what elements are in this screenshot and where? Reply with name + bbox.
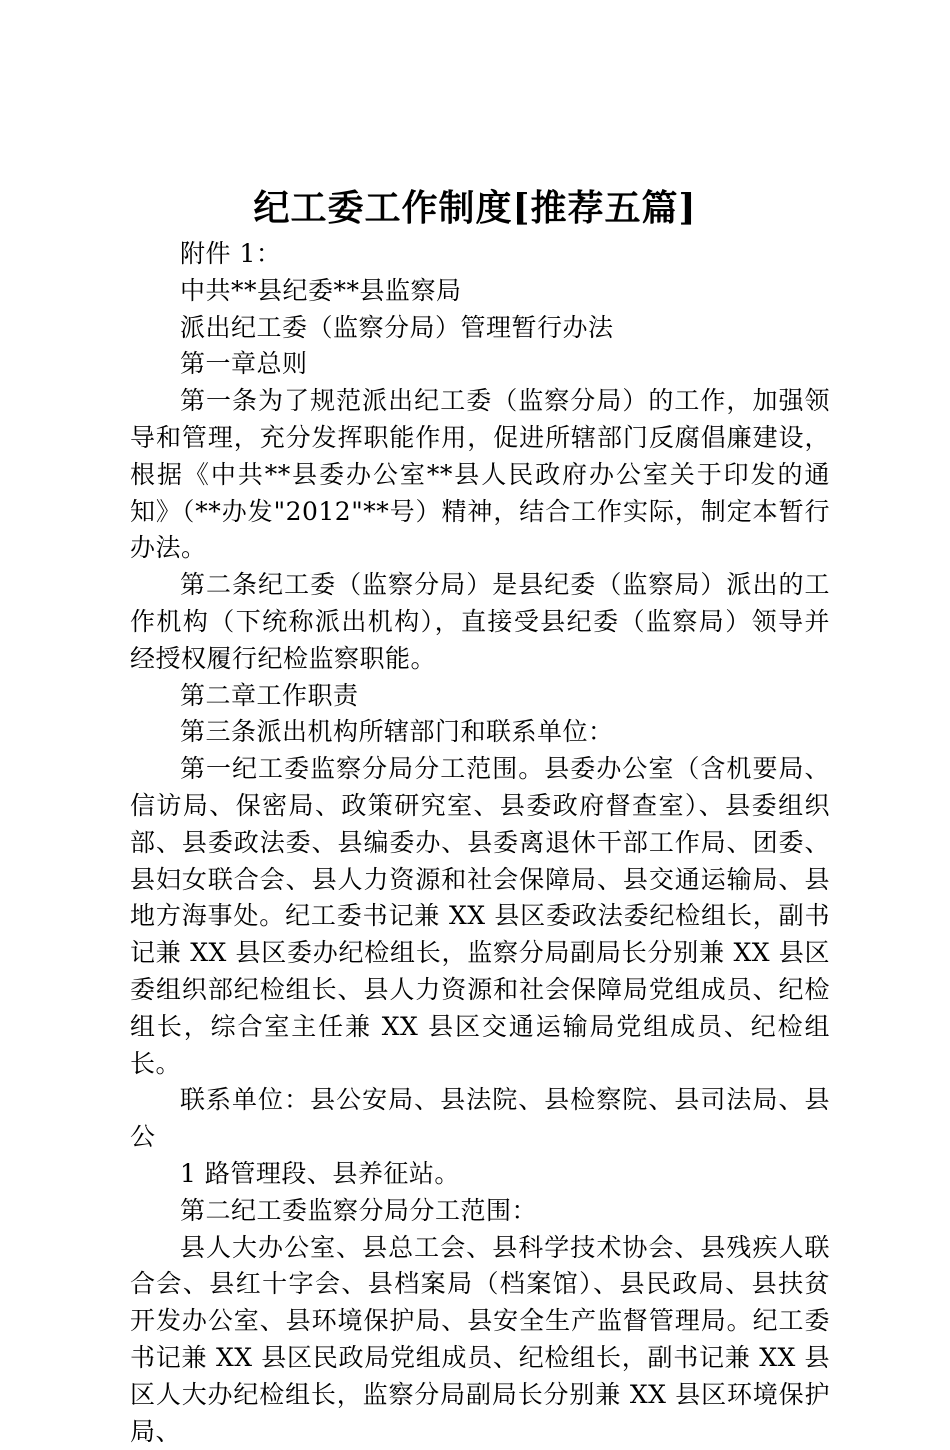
article-paragraph: 第一纪工委监察分局分工范围。县委办公室（含机要局、信访局、保密局、政策研究室、县委政府督查室）、县委组织部、县委政法委、县编委办、县委离退休干部工作局、团委、县妇女联合会、县人力资源和社会保障局、县交通运输局、县地方海事处。纪工委书记兼 XX 县区委政法委纪检组长，副书记兼 XX 县区委办纪检组长，监察分局副局长分别兼 XX 县区委组织部纪检组长、县人力资源和社会保障局党组成员、纪检组长，综合室主任兼 XX 县区交通运输局党组成员、纪检组长。 xyxy=(130,754,830,1078)
article-paragraph: 第一条为了规范派出纪工委（监察分局）的工作，加强领导和管理，充分发挥职能作用，促进所辖部门反腐倡廉建设，根据《中共**县委办公室**县人民政府办公室关于印发的通知》（**办发"2012"**号）精神，结合工作实际，制定本暂行办法。 xyxy=(130,386,830,563)
article-paragraph: 第二条纪工委（监察分局）是县纪委（监察局）派出的工作机构（下统称派出机构），直接受县纪委（监察局）领导并经授权履行纪检监察职能。 xyxy=(130,570,830,673)
article-paragraph: 第三条派出机构所辖部门和联系单位： xyxy=(180,717,614,747)
document-title: 纪工委工作制度[推荐五篇] xyxy=(253,187,697,229)
article-paragraph: 1 路管理段、县养征站。 xyxy=(180,1158,460,1188)
article-paragraph: 县人大办公室、县总工会、县科学技术协会、县残疾人联合会、县红十字会、县档案局（档案馆）、县民政局、县扶贫开发办公室、县环境保护局、县安全生产监督管理局。纪工委书记兼 XX 县区民政局党组成员、纪检组长，副书记兼 XX 县区人大办纪检组长，监察分局副局长分别兼 XX 县区环境保护局、 xyxy=(130,1232,830,1446)
document-subtitle: 派出纪工委（监察分局）管理暂行办法 xyxy=(180,312,614,342)
article-paragraph: 第二纪工委监察分局分工范围： xyxy=(180,1195,538,1225)
document-body xyxy=(130,236,830,1450)
article-paragraph: 联系单位：县公安局、县法院、县检察院、县司法局、县公 xyxy=(130,1085,830,1152)
issuer-line: 中共**县纪委**县监察局 xyxy=(180,275,462,305)
chapter-heading-2: 第二章工作职责 xyxy=(180,680,359,710)
attachment-label: 附件 1： xyxy=(180,239,282,268)
chapter-heading-1: 第一章总则 xyxy=(180,349,308,379)
